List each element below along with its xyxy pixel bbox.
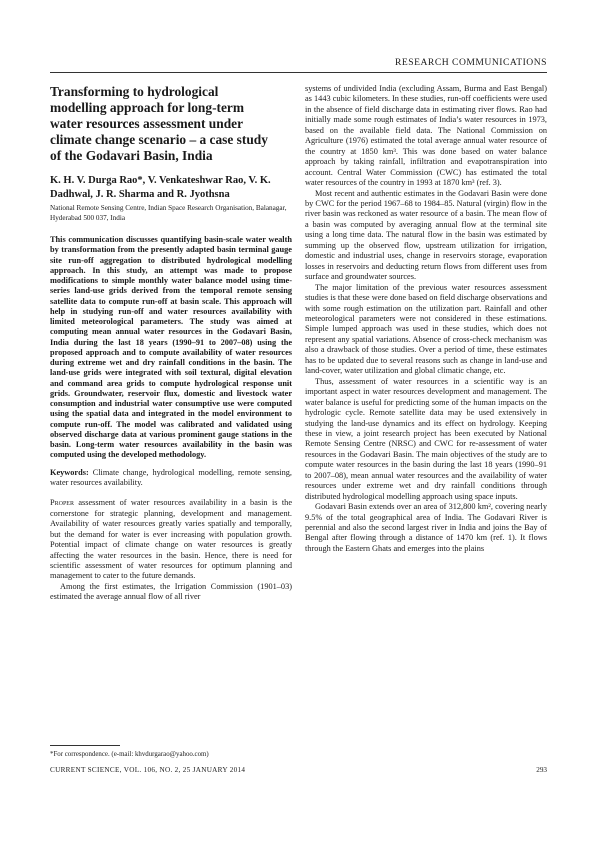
body-paragraph: Most recent and authentic estimates in the Godavari Basin were done by CWC for the period 1967–68 to 1984–85. Natural (virgin) flow in the river basin was reckoned as water resource of a basin. The mean flow of a basin was computed by averaging annual flow at the terminal site using a long time data. The natural flow in the basin was estimated by summing up the observed flow, upstream utilization for irrigation, domestic and industrial uses, change in reservoirs storage, evaporation losses in reservoirs and deducting return flows from different uses from surface and groundwater sources. [305, 188, 547, 282]
body-paragraph: systems of undivided India (excluding Assam, Burma and East Bengal) as 1443 cubic kilometers. In these studies, run-off coefficients were used in the absence of field discharge data in estimating river flows. Rao had initially made some rough estimates of India’s water resources in 1973, based on the available field data. The National Commission on Agriculture (1976) estimated the total average annual water resource of the country at 1850 km³. This was done based on water balance approach by taking rainfall, infiltration and evapotranspiration into account. Central Water Commission (CWC) has estimated the total water resources of the country in 1993 at 1870 km³ (ref. 3). [305, 84, 547, 188]
footnote-rule [50, 745, 120, 746]
keywords-label: Keywords: [50, 467, 89, 477]
body-paragraph: Thus, assessment of water resources in a scientific way is an important aspect in water resources development and management. The water balance is useful for predicting some of the human impacts on the hydrologic cycle. Remote satellite data may be used extensively in studying the land-use dynamics and its effect on hydrology. Keeping these in view, a joint research project has been executed by National Remote Sensing Centre (NRSC) and CWC for re-assessment of water resources in the Godavari Basin. The main objectives of the study are to compute water resources in the basin during the last 18 years (1990–91 to 2007–08), mean annual water resources and the availability of water resources under extreme wet and dry rainfall conditions through distributed hydrological modelling approach using space inputs. [305, 376, 547, 501]
body-paragraph: Godavari Basin extends over an area of 312,800 km², covering nearly 9.5% of the total geographical area of India. The Godavari River is perennial and also the second largest river in India and joins the Bay of Bengal after flowing through a distance of 1470 km (ref. 1). It flows through the Eastern Ghats and emerges into the plains [305, 502, 547, 553]
affiliation: National Remote Sensing Centre, Indian Space Research Organisation, Balanagar, Hyderabad 500 037, India [50, 204, 287, 222]
abstract: This communication discusses quantifying basin-scale water wealth by transformation from the presently adapted basin terminal gauge site run-off aggregation to distributed hydrological modelling approach. In this study, an attempt was made to propose modifications to simple monthly water balance model using time-series land-use grids derived from the temporal remote sensing satellite data to compute run-off at basin scale. This approach will help in studying run-off and water resources availability with limited meteorological parameters. The study was aimed at computing mean annual water resources in the Godavari Basin, India during the last 18 years (1990–91 to 2007–08) using the proposed approach and to compute availability of water resources during extreme wet and dry rainfall conditions in the basin. The land-use grids were integrated with soil textural, digital elevation and command area grids to compute hydrological response unit grids. Groundwater, reservoir flux, domestic and livestock water consumption and industrial water consumptive use were computed using the spatial data and integrated in the model environment to compute run-off. The model was calibrated and validated using observed discharge data at various prominent gauge stations in the basin. Long-term water resources availability in the basin was computed using the developed methodology. [50, 235, 292, 460]
page-number: 293 [536, 766, 547, 774]
running-header [50, 52, 547, 73]
keywords-text: Climate change, hydrological modelling, remote sensing, water resources availability. [50, 467, 292, 487]
left-column [50, 84, 292, 603]
body-paragraph: The major limitation of the previous water resources assessment studies is that these were done based on field discharge observations and with some rough estimation on the utilization part. Rainfall and other meteorological parameters were not considered in these estimations. Simple lumped approach was used in these studies, which does not represent any spatial variations. Absence of cross-check mechanism was also a drawback of those studies. Over a period of time, these estimates has to be updated due to several reasons such as change in land-use and land-cover, water utilization and global climatic change, etc. [305, 282, 547, 376]
author-list: K. H. V. Durga Rao*, V. Venkateshwar Rao, V. K. Dadhwal, J. R. Sharma and R. Jyothsna [50, 175, 271, 200]
journal-footer: CURRENT SCIENCE, VOL. 106, NO. 2, 25 JANUARY 2014 [50, 766, 246, 774]
paragraph-text: assessment of water resources availability in a basin is the cornerstone for strategic planning, development and management. Availability of water resources greatly varies spatially and temporally, but the demand for water is ever increasing with population growth. Potential impact of climate change on water resources is greatly affecting the water resources in the basin. Hence, there is need for scientific assessment of water resources for optimum planning and management to cater to the future demands. [50, 498, 292, 581]
keywords [50, 468, 292, 489]
right-column [305, 84, 547, 554]
drop-word: Proper [50, 498, 74, 508]
article-title: Transforming to hydrological modelling approach for long-term water resources assessment under climate change scenario – a case study of the Godavari Basin, India [50, 84, 268, 163]
body-paragraph: Among the first estimates, the Irrigation Commission (1901–03) estimated the average annual flow of all river [50, 581, 292, 602]
section-label: RESEARCH COMMUNICATIONS [395, 57, 547, 68]
correspondence-footnote: *For correspondence. (e-mail: khvdurgarao@yahoo.com) [50, 751, 209, 758]
body-paragraph [50, 498, 292, 582]
